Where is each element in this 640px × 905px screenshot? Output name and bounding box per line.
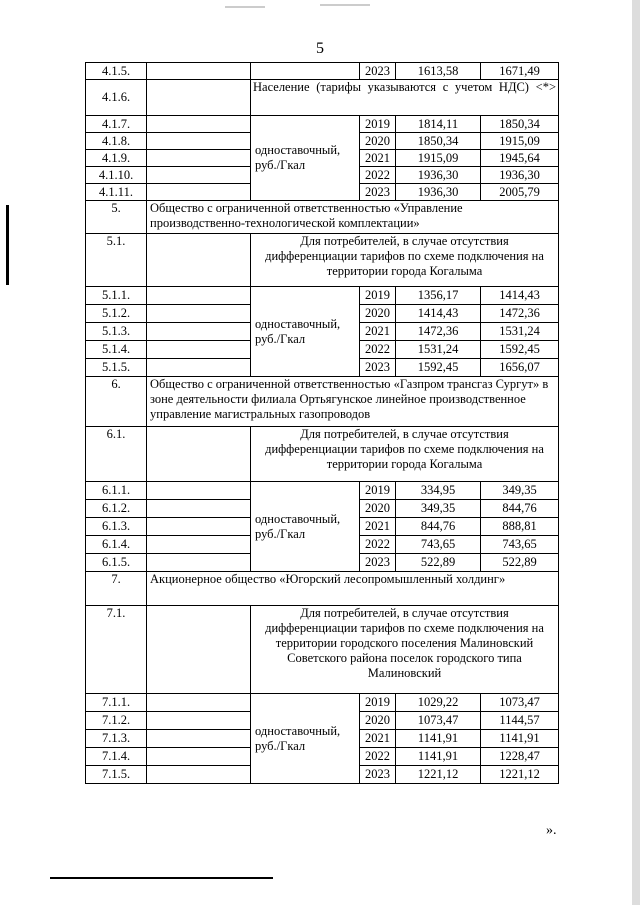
footnote-divider [50,877,273,879]
year-cell: 2023 [360,63,396,80]
empty-cell [147,150,251,167]
table-row [86,63,559,80]
empty-cell [147,305,251,323]
tariff-type-label: одноставочный, руб./Гкал [251,116,360,201]
tariff-value-h1: 1850,34 [396,133,481,150]
year-cell: 2020 [360,133,396,150]
year-cell: 2021 [360,730,396,748]
tariff-value-h2: 1850,34 [481,116,559,133]
tariff-value-h2: 1915,09 [481,133,559,150]
row-number: 4.1.11. [86,184,147,201]
tariff-value-h1: 844,76 [396,518,481,536]
tariff-type-label: одноставочный, руб./Гкал [251,694,360,784]
year-cell: 2022 [360,341,396,359]
scan-speck [320,4,370,6]
row-number: 7.1.5. [86,766,147,784]
tariff-value-h1: 522,89 [396,554,481,572]
row-number: 4.1.7. [86,116,147,133]
empty-cell [147,287,251,305]
group-description: Для потребителей, в случае отсутствия дифференциации тарифов по схеме подключения на территории города Когалыма [251,234,559,287]
tariff-value-h1: 334,95 [396,482,481,500]
tariff-value-h2: 1656,07 [481,359,559,377]
year-cell: 2020 [360,712,396,730]
empty-cell [147,359,251,377]
tariff-value-h2: 888,81 [481,518,559,536]
row-number: 5.1.5. [86,359,147,377]
tariff-value-h2: 1228,47 [481,748,559,766]
table-row [86,116,559,133]
tariff-value-h1: 1073,47 [396,712,481,730]
tariff-value-h2: 1671,49 [481,63,559,80]
group-row [86,234,559,287]
row-number: 5.1. [86,234,147,287]
tariff-value-h2: 2005,79 [481,184,559,201]
tariff-value-h2: 743,65 [481,536,559,554]
tariff-value-h1: 1221,12 [396,766,481,784]
tariff-value-h1: 1029,22 [396,694,481,712]
table-row [86,80,559,116]
empty-cell [147,116,251,133]
table-row [86,287,559,305]
year-cell: 2020 [360,305,396,323]
year-cell: 2019 [360,287,396,305]
tariff-type-label: одноставочный, руб./Гкал [251,482,360,572]
empty-cell [147,694,251,712]
tariff-value-h1: 1141,91 [396,730,481,748]
tariff-value-h2: 1936,30 [481,167,559,184]
row-number: 5.1.3. [86,323,147,341]
tariff-value-h2: 1221,12 [481,766,559,784]
row-number: 4.1.8. [86,133,147,150]
row-number: 6.1.3. [86,518,147,536]
year-cell: 2023 [360,184,396,201]
group-description: Для потребителей, в случае отсутствия дифференциации тарифов по схеме подключения на территории города Когалыма [251,427,559,482]
empty-cell [147,482,251,500]
scan-speck [225,6,265,8]
row-number: 6.1.5. [86,554,147,572]
tariff-value-h1: 1141,91 [396,748,481,766]
empty-cell [147,80,251,116]
empty-cell [147,63,251,80]
year-cell: 2023 [360,766,396,784]
row-number: 5.1.2. [86,305,147,323]
row-number: 4.1.10. [86,167,147,184]
row-number: 7.1.3. [86,730,147,748]
group-description: Для потребителей, в случае отсутствия дифференциации тарифов по схеме подключения на территории городского поселения Малиновский Советского района поселок городского типа Малиновский [251,606,559,694]
row-number: 7.1.2. [86,712,147,730]
empty-cell [147,766,251,784]
tariff-value-h2: 1144,57 [481,712,559,730]
tariff-value-h2: 1531,24 [481,323,559,341]
tariff-value-h1: 1936,30 [396,167,481,184]
tariff-table [85,62,559,784]
row-number: 7. [86,572,147,606]
empty-cell [147,133,251,150]
empty-cell [147,606,251,694]
population-heading: Население (тарифы указываются с учетом НДС) <*> [251,80,559,116]
empty-cell [147,234,251,287]
year-cell: 2022 [360,748,396,766]
empty-cell [251,63,360,80]
empty-cell [147,518,251,536]
empty-cell [147,341,251,359]
year-cell: 2021 [360,518,396,536]
scan-edge-mark [6,205,9,285]
row-number: 7.1.1. [86,694,147,712]
tariff-value-h2: 349,35 [481,482,559,500]
empty-cell [147,712,251,730]
year-cell: 2021 [360,150,396,167]
tariff-type-label: одноставочный, руб./Гкал [251,287,360,377]
row-number: 5.1.1. [86,287,147,305]
organization-name: Акционерное общество «Югорский лесопромышленный холдинг» [147,572,559,606]
tariff-value-h1: 1592,45 [396,359,481,377]
empty-cell [147,323,251,341]
tariff-value-h1: 1814,11 [396,116,481,133]
tariff-value-h1: 349,35 [396,500,481,518]
year-cell: 2019 [360,482,396,500]
table-row [86,694,559,712]
empty-cell [147,730,251,748]
organization-row [86,572,559,606]
tariff-value-h2: 1592,45 [481,341,559,359]
table-row [86,482,559,500]
tariff-value-h1: 1531,24 [396,341,481,359]
row-number: 6.1.1. [86,482,147,500]
empty-cell [147,554,251,572]
tariff-table-wrapper [85,62,559,784]
empty-cell [147,500,251,518]
year-cell: 2021 [360,323,396,341]
row-number: 6. [86,377,147,427]
year-cell: 2023 [360,359,396,377]
closing-quote: ». [546,823,557,838]
tariff-value-h1: 1936,30 [396,184,481,201]
row-number: 5. [86,201,147,234]
year-cell: 2019 [360,694,396,712]
empty-cell [147,427,251,482]
row-number: 6.1.2. [86,500,147,518]
tariff-value-h1: 1613,58 [396,63,481,80]
year-cell: 2019 [360,116,396,133]
tariff-value-h1: 1356,17 [396,287,481,305]
row-number: 4.1.6. [86,80,147,116]
row-number: 7.1. [86,606,147,694]
year-cell: 2020 [360,500,396,518]
page-number: 5 [316,40,324,57]
organization-row [86,201,559,234]
organization-name: Общество с ограниченной ответственностью «Управление производственно-технологической комплектации» [147,201,559,234]
organization-row [86,377,559,427]
empty-cell [147,748,251,766]
empty-cell [147,184,251,201]
empty-cell [147,536,251,554]
row-number: 7.1.4. [86,748,147,766]
tariff-value-h2: 1472,36 [481,305,559,323]
year-cell: 2022 [360,167,396,184]
row-number: 5.1.4. [86,341,147,359]
tariff-value-h2: 1141,91 [481,730,559,748]
row-number: 4.1.9. [86,150,147,167]
year-cell: 2022 [360,536,396,554]
tariff-value-h2: 1414,43 [481,287,559,305]
group-row [86,427,559,482]
tariff-value-h2: 522,89 [481,554,559,572]
empty-cell [147,167,251,184]
group-row [86,606,559,694]
scan-edge-shadow [632,0,640,905]
row-number: 6.1. [86,427,147,482]
tariff-value-h2: 844,76 [481,500,559,518]
tariff-value-h1: 1472,36 [396,323,481,341]
tariff-value-h2: 1945,64 [481,150,559,167]
tariff-value-h1: 743,65 [396,536,481,554]
year-cell: 2023 [360,554,396,572]
tariff-value-h1: 1915,09 [396,150,481,167]
tariff-value-h2: 1073,47 [481,694,559,712]
organization-name: Общество с ограниченной ответственностью «Газпром трансгаз Сургут» в зоне деятельности филиала Ортьягунское линейное производственное управление магистральных газопроводов [147,377,559,427]
tariff-value-h1: 1414,43 [396,305,481,323]
row-number: 4.1.5. [86,63,147,80]
row-number: 6.1.4. [86,536,147,554]
